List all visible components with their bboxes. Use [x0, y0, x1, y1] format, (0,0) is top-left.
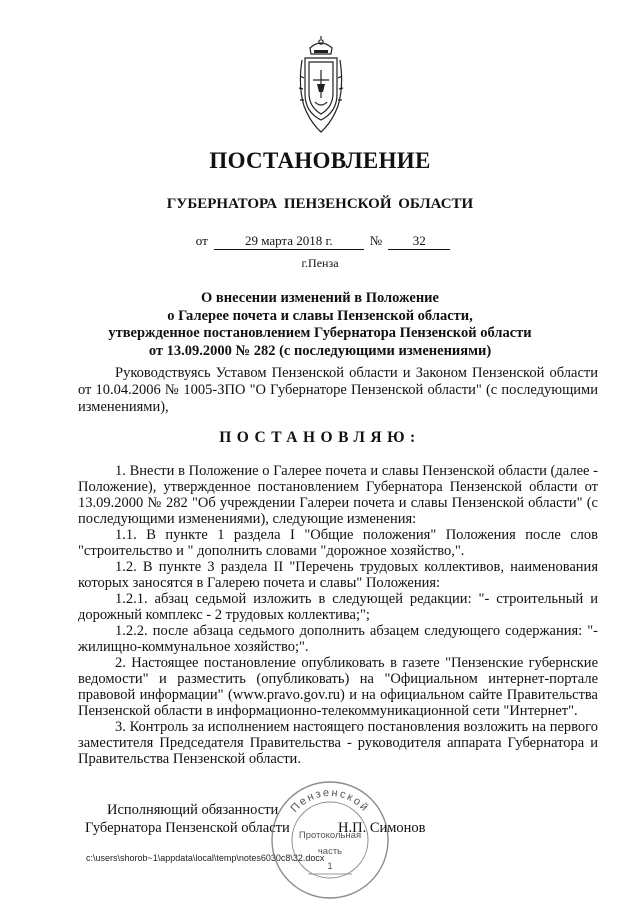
city: г.Пенза — [301, 256, 339, 270]
document-subtitle: ГУБЕРНАТОРА ПЕНЗЕНСКОЙ ОБЛАСТИ — [166, 196, 474, 212]
paragraph: 1.2. В пункте 3 раздела II "Перечень трудовых коллективов, наименования которых заносятся в Галерею почета и славы" Положения: — [78, 559, 598, 591]
signature-title: Губернатора Пензенской области — [85, 820, 290, 836]
paragraph: 1. Внести в Положение о Галерее почета и славы Пензенской области (далее - Положение), утвержденное постановлением Губернатора Пензенской области от 13.09.2000 № 282 "Об учреждении Галереи почета и славы Пензенской области" (с последующими изменениями), следующие изменения: — [78, 463, 598, 527]
stamp-ring-text: Пензенской — [288, 786, 372, 815]
svg-text:Пензенской — [289, 787, 372, 815]
document-body — [78, 463, 598, 767]
document-date: 29 марта 2018 г. — [214, 234, 364, 250]
signature-name: Н.П. Симонов — [338, 820, 426, 836]
coat-of-arms-icon — [296, 36, 346, 136]
stamp-number: 1 — [327, 861, 333, 872]
heading-line: о Галерее почета и славы Пензенской области, — [167, 307, 473, 324]
heading-line: от 13.09.2000 № 282 (с последующими изменениями) — [148, 342, 492, 359]
paragraph: 1.1. В пункте 1 раздела I "Общие положения" Положения после слов "строительство и " дополнить словами "дорожное хозяйство,". — [78, 527, 598, 559]
paragraph: 2. Настоящее постановление опубликовать в газете "Пензенские губернские ведомости" и разместить (опубликовать) на "Официальном интернет-портале правовой информации" (www.pravo.gov.ru) и на официальном сайте Правительства Пензенской области в информационно-телекоммуникационной сети "Интернет". — [78, 655, 598, 719]
heading-line: утвержденное постановлением Губернатора Пензенской области — [108, 325, 532, 341]
stamp-label: Протокольная — [298, 830, 362, 841]
number-label: № — [369, 233, 383, 248]
document-number: 32 — [388, 234, 450, 250]
decree-word: ПОСТАНОВЛЯЮ: — [219, 429, 421, 446]
paragraph: 3. Контроль за исполнением настоящего постановления возложить на первого заместителя Председателя Правительства - руководителя аппарата Губернатора и Правительства Пензенской области. — [78, 719, 598, 767]
document-title: ПОСТАНОВЛЕНИЕ — [209, 148, 431, 173]
file-path: c:\users\shorob~1\appdata\local\temp\notes6030c8\32.docx — [86, 853, 325, 863]
document-heading — [80, 290, 560, 360]
paragraph: 1.2.1. абзац седьмой изложить в следующей редакции: "- строительный и дорожный комплекс - 2 трудовых коллектива;"; — [78, 591, 598, 623]
heading-line: О внесении изменений в Положение — [201, 290, 439, 306]
preamble: Руководствуясь Уставом Пензенской области и Законом Пензенской области от 10.04.2006 № 1005-ЗПО "О Губернаторе Пензенской области" (с последующими изменениями), — [78, 365, 598, 415]
date-prefix: от — [195, 233, 208, 248]
date-line — [0, 233, 640, 250]
paragraph: 1.2.2. после абзаца седьмого дополнить абзацем следующего содержания: "- жилищно-коммунальное хозяйство;". — [78, 623, 598, 655]
stamp-label: часть — [317, 846, 343, 857]
signature-position: Исполняющий обязанности — [107, 802, 279, 818]
